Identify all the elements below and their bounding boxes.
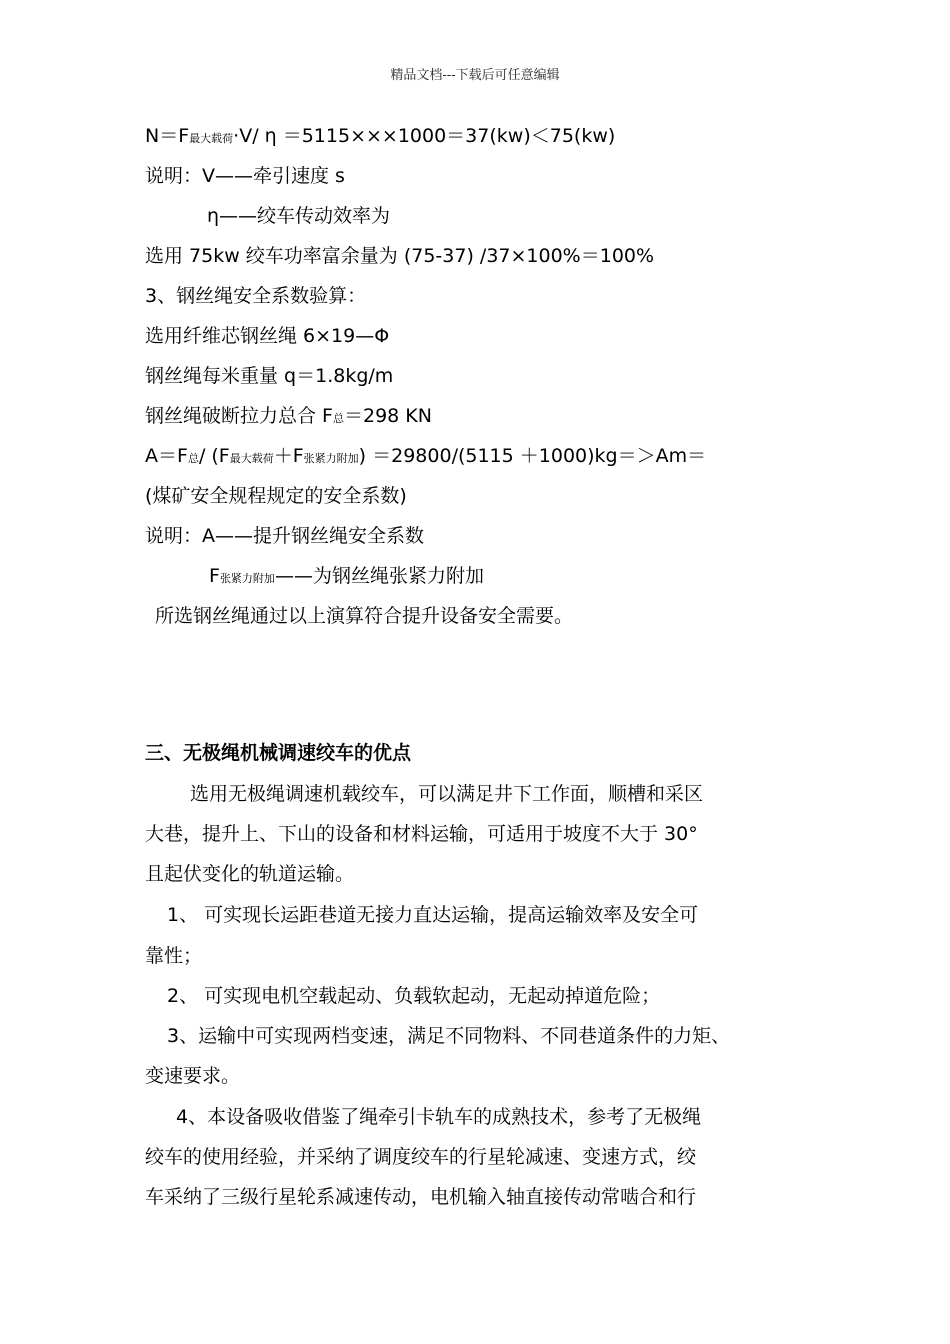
rope-section-title: 3、钢丝绳安全系数验算： (145, 285, 367, 307)
rope-conclusion: 所选钢丝绳通过以上演算符合提升设备安全需要。 (155, 605, 574, 627)
formula-a-sub3: 张紧力附加 (303, 452, 359, 465)
note-f-part2: ——为钢丝绳张紧力附加 (274, 565, 484, 587)
formula-a-sub1: 总 (187, 452, 199, 465)
note-eta: η——绞车传动效率为 (207, 205, 391, 227)
rope-weight: 钢丝绳每米重量 q＝1.8kg/m (145, 365, 394, 387)
section3-heading: 三、无极绳机械调速绞车的优点 (145, 742, 412, 764)
note-f-part1: F (209, 565, 220, 587)
formula-n (145, 124, 615, 151)
break-subscript: 总 (332, 412, 344, 425)
formula-n-subscript: 最大载荷 (189, 132, 234, 145)
formula-a (145, 444, 706, 471)
item4-line1: 4、本设备吸收借鉴了绳牵引卡轨车的成熟技术，参考了无极绳 (176, 1106, 702, 1128)
item4-line3: 车采纳了三级行星轮系减速传动，电机输入轴直接传动常啮合和行 (145, 1186, 697, 1208)
formula-n-part2: ·V/ η ＝5115×××1000＝37(kw)＜75(kw) (233, 125, 616, 147)
intro-line2: 大巷，提升上、下山的设备和材料运输，可适用于坡度不大于 30° (145, 823, 698, 845)
formula-n-part1: N＝F (145, 125, 190, 147)
break-value: ＝298 KN (343, 405, 432, 427)
rope-type: 选用纤维芯钢丝绳 6×19—Φ (145, 325, 390, 347)
power-margin: 选用 75kw 绞车功率富余量为 (75-37) /37×100%＝100% (145, 245, 655, 267)
item2: 2、 可实现电机空载起动、负载软起动，无起动掉道危险； (167, 985, 661, 1007)
item1-line1: 1、 可实现长运距巷道无接力直达运输，提高运输效率及安全可 (167, 904, 699, 926)
item3-line1: 3、运输中可实现两档变速，满足不同物料、不同巷道条件的力矩、 (167, 1025, 731, 1047)
formula-a-part1: A＝F (145, 445, 188, 467)
formula-a-part4: ) ＝29800/(5115 ＋1000)kg＝＞Am＝ (358, 445, 707, 467)
page-header: 精品文档---下载后可任意编辑 (390, 68, 560, 83)
note-f-subscript: 张紧力附加 (219, 572, 275, 585)
break-label: 钢丝绳破断拉力总合 F (145, 405, 333, 427)
formula-a-part3: ＋F (273, 445, 304, 467)
intro-line1: 选用无极绳调速机载绞车，可以满足井下工作面，顺槽和采区 (190, 783, 704, 805)
rope-break-force (145, 404, 432, 431)
item4-line2: 绞车的使用经验，并采纳了调度绞车的行星轮减速、变速方式，绞 (145, 1146, 697, 1168)
item1-line2: 靠性； (145, 945, 203, 967)
intro-line3: 且起伏变化的轨道运输。 (145, 863, 355, 885)
item3-line2: 变速要求。 (145, 1065, 241, 1087)
note-a: 说明：A——提升钢丝绳安全系数 (145, 525, 424, 547)
formula-a-sub2: 最大载荷 (229, 452, 274, 465)
formula-a-part2: / (F (198, 445, 230, 467)
note-v: 说明：V——牵引速度 s (145, 165, 345, 187)
formula-a-note: (煤矿安全规程规定的安全系数) (145, 485, 407, 507)
note-f-tension (209, 564, 484, 591)
